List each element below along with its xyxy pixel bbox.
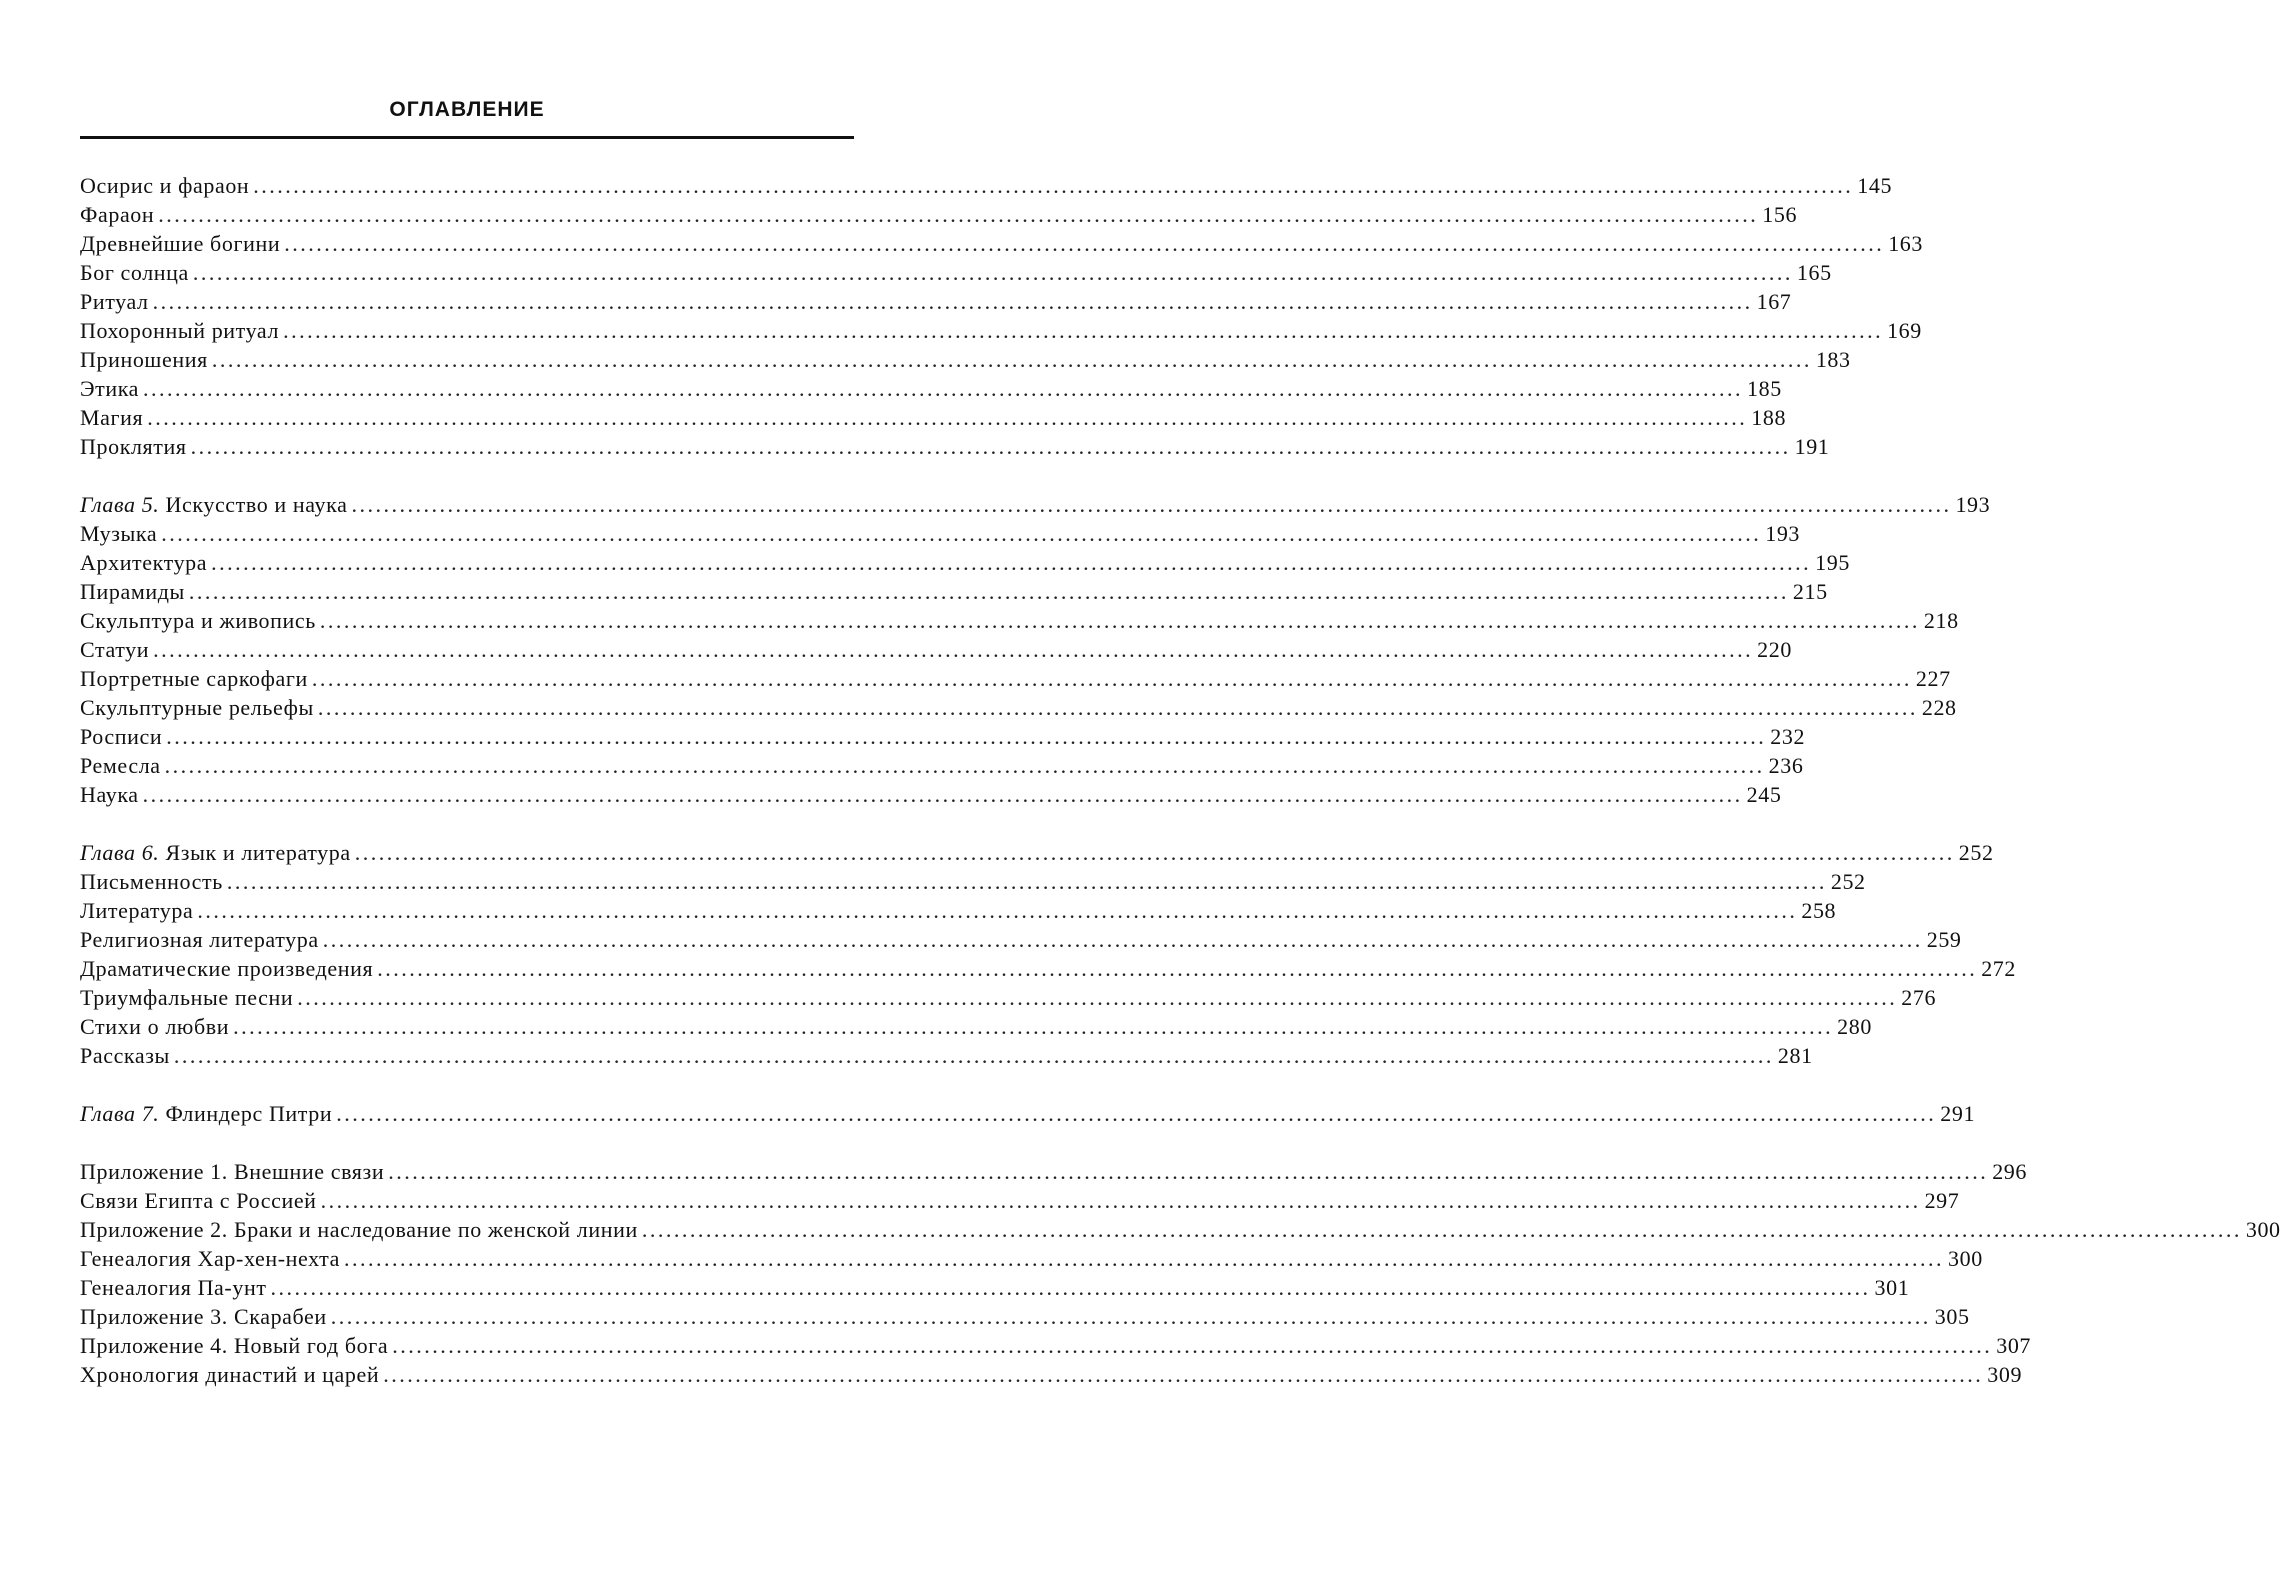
page-number: 309 xyxy=(1987,1362,2023,1387)
toc-entry-title xyxy=(80,925,319,954)
toc-entry[interactable] xyxy=(80,1215,2281,1244)
entry-title-text: Осирис и фараон xyxy=(80,173,250,198)
page-number: 291 xyxy=(1940,1101,1976,1126)
page-number: 307 xyxy=(1996,1333,2032,1358)
dot-leader: ........................................................................................................................................................................................................ xyxy=(322,927,1923,952)
entry-title-text: Приложение 4. Новый год бога xyxy=(80,1333,389,1358)
toc-entry[interactable] xyxy=(80,1244,1983,1273)
toc-section xyxy=(80,1099,1976,1128)
entry-title-text: Проклятия xyxy=(80,434,187,459)
entry-title-text: Пирамиды xyxy=(80,579,185,604)
dot-leader: ........................................................................................................................................................................................................ xyxy=(354,840,1955,865)
toc-entry[interactable] xyxy=(80,200,1798,229)
toc-section xyxy=(80,490,1991,809)
toc-entry-title xyxy=(80,1360,379,1389)
entry-title-text: Рассказы xyxy=(80,1043,170,1068)
entry-title-text: Портретные саркофаги xyxy=(80,666,308,691)
toc-entry[interactable] xyxy=(80,345,1851,374)
chapter-number: Глава 6. xyxy=(80,840,160,865)
entry-title-text: Магия xyxy=(80,405,144,430)
toc-entry[interactable] xyxy=(80,519,1801,548)
page-number: 191 xyxy=(1794,434,1830,459)
toc-entry-title xyxy=(80,606,316,635)
page-number: 258 xyxy=(1801,898,1837,923)
dot-leader: ........................................................................................................................................................................................................ xyxy=(317,695,1918,720)
toc-entry[interactable] xyxy=(80,374,1782,403)
entry-title-text: Генеалогия Хар-хен-нехта xyxy=(80,1246,341,1271)
page-number: 167 xyxy=(1756,289,1792,314)
toc-entry-title xyxy=(80,1041,170,1070)
title-rule xyxy=(80,136,854,139)
toc-entry-title xyxy=(80,1186,317,1215)
toc-entry[interactable] xyxy=(80,229,1923,258)
toc-entry-title xyxy=(80,838,351,867)
entry-title-text: Бог солнца xyxy=(80,260,189,285)
entry-title-text: Этика xyxy=(80,376,140,401)
toc-entry[interactable] xyxy=(80,867,1866,896)
entry-title-text: Приношения xyxy=(80,347,208,372)
page-number: 300 xyxy=(1948,1246,1983,1271)
dot-leader: ........................................................................................................................................................................................................ xyxy=(270,1275,1871,1300)
toc-entry-title xyxy=(80,345,208,374)
dot-leader: ........................................................................................................................................................................................................ xyxy=(233,1014,1834,1039)
toc-entry[interactable] xyxy=(80,722,1806,751)
toc-entry-title xyxy=(80,693,314,722)
dot-leader: ........................................................................................................................................................................................................ xyxy=(319,608,1920,633)
page-number: 232 xyxy=(1770,724,1806,749)
toc-entry[interactable] xyxy=(80,1186,1960,1215)
toc-entry[interactable] xyxy=(80,693,1957,722)
page-number: 245 xyxy=(1746,782,1782,807)
dot-leader: ........................................................................................................................................................................................................ xyxy=(173,1043,1774,1068)
entry-title-text: Фараон xyxy=(80,202,155,227)
page-number: 300 xyxy=(2245,1217,2281,1242)
toc-entry[interactable] xyxy=(80,983,1937,1012)
page-number: 305 xyxy=(1934,1304,1970,1329)
dot-leader: ........................................................................................................................................................................................................ xyxy=(226,869,1827,894)
toc-entry-title xyxy=(80,896,193,925)
entry-title-text: Хронология династий и царей xyxy=(80,1362,380,1387)
toc-entry-title xyxy=(80,1099,332,1128)
toc-entry[interactable] xyxy=(80,1157,2027,1186)
entry-title-text: Литература xyxy=(80,898,194,923)
entry-title-text: Связи Египта с Россией xyxy=(80,1188,317,1213)
toc-entry-title xyxy=(80,751,161,780)
dot-leader: ........................................................................................................................................................................................................ xyxy=(166,724,1767,749)
toc-entry-title xyxy=(80,1215,638,1244)
entry-title-text: Наука xyxy=(80,782,139,807)
dot-leader: ........................................................................................................................................................................................................ xyxy=(351,492,1952,517)
entry-title-text: Язык и литература xyxy=(165,840,351,865)
toc-entry-title xyxy=(80,1273,267,1302)
toc-entry[interactable] xyxy=(80,664,1951,693)
toc-entry[interactable] xyxy=(80,577,1828,606)
toc-entry[interactable] xyxy=(80,1331,2032,1360)
entry-title-text: Триумфальные песни xyxy=(80,985,294,1010)
dot-leader: ........................................................................................................................................................................................................ xyxy=(336,1101,1937,1126)
page-number: 296 xyxy=(1992,1159,2027,1184)
toc-section xyxy=(80,171,1923,461)
dot-leader: ........................................................................................................................................................................................................ xyxy=(161,521,1762,546)
page-number: 301 xyxy=(1874,1275,1910,1300)
toc-section xyxy=(80,838,2017,1070)
toc-entry[interactable] xyxy=(80,780,1782,809)
entry-title-text: Приложение 1. Внешние связи xyxy=(80,1159,385,1184)
toc-entry[interactable] xyxy=(80,287,1792,316)
entry-title-text: Музыка xyxy=(80,521,158,546)
page-title: ОГЛАВЛЕНИЕ xyxy=(389,98,545,121)
page-number: 218 xyxy=(1923,608,1959,633)
entry-title-text: Генеалогия Па-унт xyxy=(80,1275,267,1300)
toc-entry[interactable] xyxy=(80,606,1959,635)
page-number: 165 xyxy=(1796,260,1832,285)
chapter-number: Глава 7. xyxy=(80,1101,160,1126)
dot-leader: ........................................................................................................................................................................................................ xyxy=(188,579,1789,604)
toc-entry-title xyxy=(80,635,149,664)
toc-entry-title xyxy=(80,1244,340,1273)
toc-entry-title xyxy=(80,722,162,751)
dot-leader: ........................................................................................................................................................................................................ xyxy=(143,376,1744,401)
page-number: 220 xyxy=(1757,637,1792,662)
dot-leader: ........................................................................................................................................................................................................ xyxy=(297,985,1898,1010)
toc-entry[interactable] xyxy=(80,925,1962,954)
toc-entry-title xyxy=(80,200,154,229)
entry-title-text: Древнейшие богини xyxy=(80,231,281,256)
dot-leader: ........................................................................................................................................................................................................ xyxy=(392,1333,1993,1358)
toc-entry-title xyxy=(80,490,347,519)
toc-entry[interactable] xyxy=(80,316,1922,345)
entry-title-text: Скульптурные рельефы xyxy=(80,695,314,720)
toc-entry[interactable] xyxy=(80,258,1832,287)
page-number: 280 xyxy=(1837,1014,1872,1039)
toc-entry-title xyxy=(80,171,249,200)
toc-section xyxy=(80,1157,2281,1389)
dot-leader: ........................................................................................................................................................................................................ xyxy=(283,318,1884,343)
toc-entry-title xyxy=(80,954,373,983)
page-number: 183 xyxy=(1815,347,1851,372)
entry-title-text: Искусство и наука xyxy=(165,492,348,517)
toc-chapter-entry[interactable] xyxy=(80,490,1991,519)
toc-entry-title xyxy=(80,867,223,896)
dot-leader: ........................................................................................................................................................................................................ xyxy=(142,782,1743,807)
page-number: 169 xyxy=(1887,318,1922,343)
dot-leader: ........................................................................................................................................................................................................ xyxy=(641,1217,2242,1242)
toc-entry[interactable] xyxy=(80,635,1792,664)
toc-entry-title xyxy=(80,374,139,403)
entry-title-text: Ритуал xyxy=(80,289,149,314)
dot-leader: ........................................................................................................................................................................................................ xyxy=(197,898,1798,923)
toc-entry-title xyxy=(80,664,308,693)
page-number: 215 xyxy=(1792,579,1828,604)
page-number: 193 xyxy=(1955,492,1991,517)
dot-leader: ........................................................................................................................................................................................................ xyxy=(211,347,1812,372)
dot-leader: ........................................................................................................................................................................................................ xyxy=(330,1304,1931,1329)
entry-title-text: Скульптура и живопись xyxy=(80,608,316,633)
dot-leader: ........................................................................................................................................................................................................ xyxy=(190,434,1791,459)
entry-title-text: Стихи о любви xyxy=(80,1014,230,1039)
page-number: 297 xyxy=(1924,1188,1960,1213)
toc-entry-title xyxy=(80,1331,388,1360)
entry-title-text: Статуи xyxy=(80,637,150,662)
toc-entry[interactable] xyxy=(80,1012,1872,1041)
dot-leader: ........................................................................................................................................................................................................ xyxy=(388,1159,1989,1184)
toc-entry-title xyxy=(80,229,280,258)
entry-title-text: Ремесла xyxy=(80,753,161,778)
page-number: 259 xyxy=(1926,927,1962,952)
dot-leader: ........................................................................................................................................................................................................ xyxy=(344,1246,1945,1271)
entry-title-text: Архитектура xyxy=(80,550,208,575)
toc-entry-title xyxy=(80,287,149,316)
toc-entry[interactable] xyxy=(80,403,1787,432)
toc-entry[interactable] xyxy=(80,954,2017,983)
dot-leader: ........................................................................................................................................................................................................ xyxy=(153,637,1754,662)
dot-leader: ........................................................................................................................................................................................................ xyxy=(284,231,1885,256)
dot-leader: ........................................................................................................................................................................................................ xyxy=(211,550,1812,575)
toc-entry-title xyxy=(80,403,143,432)
toc-entry-title xyxy=(80,316,279,345)
page-number: 193 xyxy=(1765,521,1801,546)
entry-title-text: Похоронный ритуал xyxy=(80,318,280,343)
dot-leader: ........................................................................................................................................................................................................ xyxy=(320,1188,1921,1213)
toc-chapter-entry[interactable] xyxy=(80,1099,1976,1128)
dot-leader: ........................................................................................................................................................................................................ xyxy=(164,753,1765,778)
dot-leader: ........................................................................................................................................................................................................ xyxy=(311,666,1912,691)
toc-entry[interactable] xyxy=(80,751,1804,780)
toc-entry[interactable] xyxy=(80,1360,2023,1389)
entry-title-text: Приложение 2. Браки и наследование по женской линии xyxy=(80,1217,638,1242)
entry-title-text: Флиндерс Питри xyxy=(165,1101,333,1126)
toc-entry-title xyxy=(80,1012,229,1041)
dot-leader: ........................................................................................................................................................................................................ xyxy=(147,405,1748,430)
page-number: 145 xyxy=(1857,173,1893,198)
toc-entry[interactable] xyxy=(80,171,1893,200)
dot-leader: ........................................................................................................................................................................................................ xyxy=(383,1362,1984,1387)
page-number: 227 xyxy=(1915,666,1951,691)
entry-title-text: Религиозная литература xyxy=(80,927,319,952)
toc-entry[interactable] xyxy=(80,1302,1970,1331)
toc-entry-title xyxy=(80,548,207,577)
toc-entry[interactable] xyxy=(80,548,1850,577)
page-number: 252 xyxy=(1830,869,1866,894)
toc-entry-title xyxy=(80,577,185,606)
toc-entry-title xyxy=(80,780,139,809)
table-of-contents xyxy=(80,171,2281,1389)
page-number: 228 xyxy=(1921,695,1957,720)
dot-leader: ........................................................................................................................................................................................................ xyxy=(253,173,1854,198)
page-number: 156 xyxy=(1762,202,1798,227)
page-number: 252 xyxy=(1958,840,1994,865)
page-number: 272 xyxy=(1981,956,2017,981)
dot-leader: ........................................................................................................................................................................................................ xyxy=(152,289,1753,314)
toc-entry[interactable] xyxy=(80,1273,1910,1302)
page-number: 188 xyxy=(1751,405,1787,430)
dot-leader: ........................................................................................................................................................................................................ xyxy=(377,956,1978,981)
page-number: 281 xyxy=(1777,1043,1813,1068)
entry-title-text: Драматические произведения xyxy=(80,956,374,981)
toc-entry[interactable] xyxy=(80,896,1837,925)
page-number: 163 xyxy=(1888,231,1923,256)
toc-entry-title xyxy=(80,432,187,461)
entry-title-text: Письменность xyxy=(80,869,223,894)
page-number: 276 xyxy=(1901,985,1937,1010)
dot-leader: ........................................................................................................................................................................................................ xyxy=(158,202,1759,227)
toc-entry-title xyxy=(80,258,189,287)
toc-entry-title xyxy=(80,983,293,1012)
toc-entry-title xyxy=(80,1157,384,1186)
toc-entry[interactable] xyxy=(80,1041,1813,1070)
entry-title-text: Приложение 3. Скарабеи xyxy=(80,1304,327,1329)
entry-title-text: Росписи xyxy=(80,724,163,749)
toc-chapter-entry[interactable] xyxy=(80,838,1994,867)
page-number: 185 xyxy=(1747,376,1782,401)
toc-entry[interactable] xyxy=(80,432,1830,461)
chapter-number: Глава 5. xyxy=(80,492,160,517)
page-number: 195 xyxy=(1815,550,1850,575)
dot-leader: ........................................................................................................................................................................................................ xyxy=(192,260,1793,285)
toc-entry-title xyxy=(80,1302,327,1331)
toc-entry-title xyxy=(80,519,157,548)
page-number: 236 xyxy=(1768,753,1804,778)
